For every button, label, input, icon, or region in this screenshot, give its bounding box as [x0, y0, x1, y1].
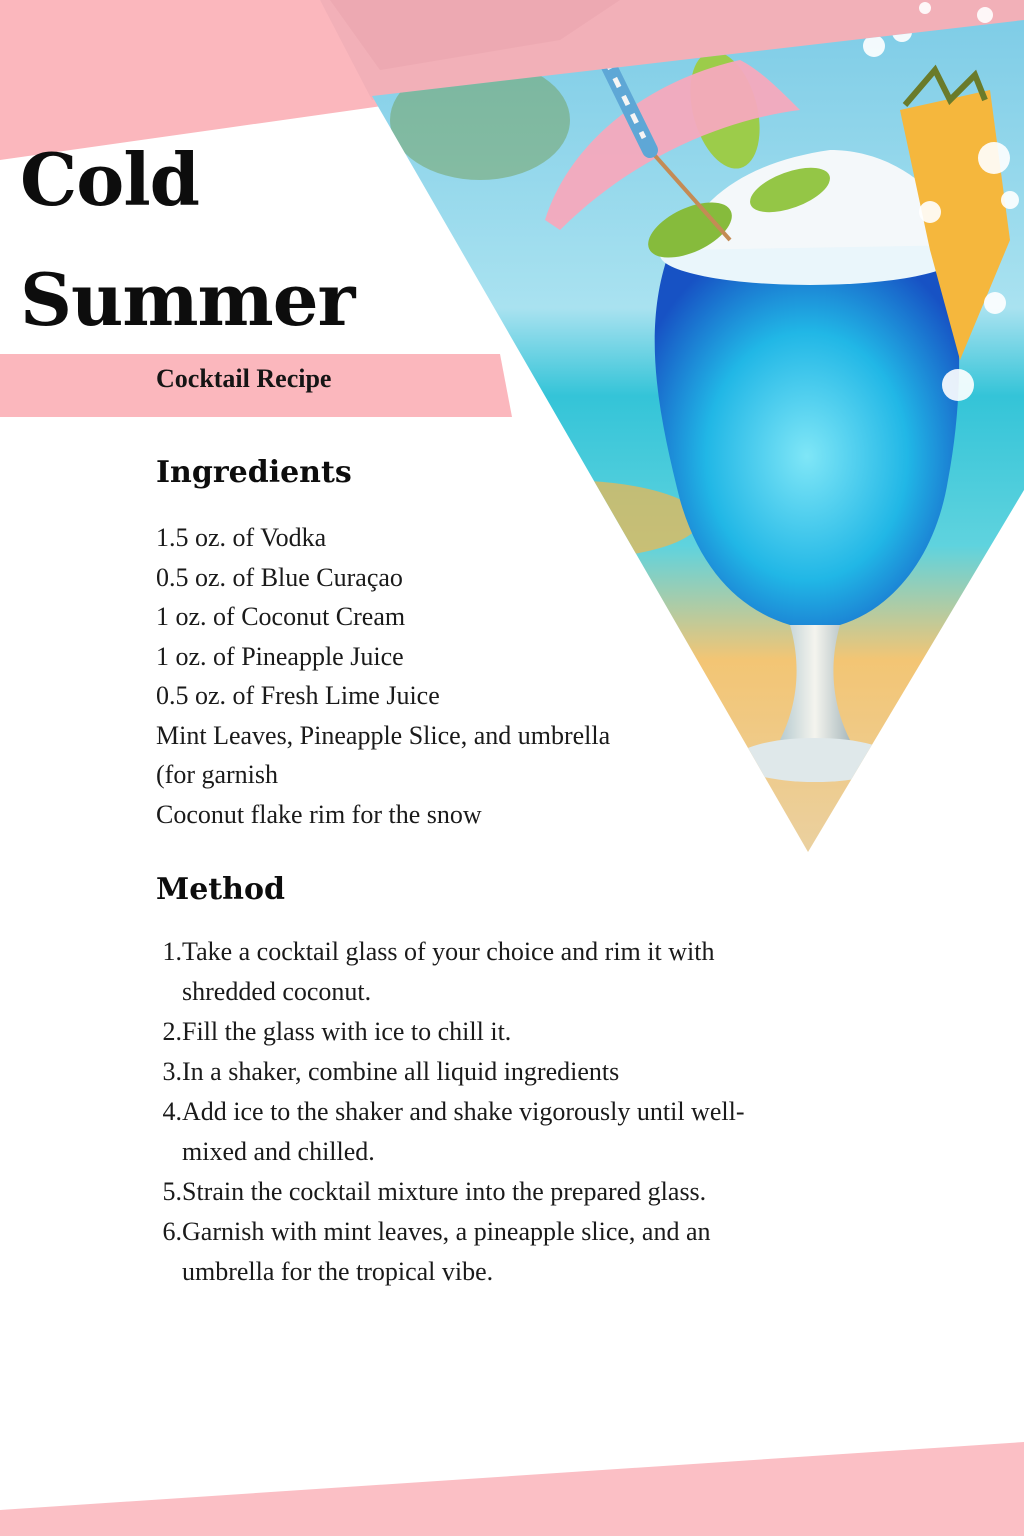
step-text: Take a cocktail glass of your choice and rim it with shredded coconut.: [182, 937, 715, 1006]
step-number: 5.: [162, 1177, 182, 1206]
method-heading: Method: [156, 872, 285, 907]
bottom-pink-band: [0, 1442, 1024, 1536]
step-text: Strain the cocktail mixture into the prepared glass.: [182, 1177, 707, 1206]
method-step: [156, 1052, 796, 1092]
ingredient-item: Mint Leaves, Pineapple Slice, and umbrella: [156, 720, 611, 750]
step-number: 3.: [162, 1057, 182, 1086]
method-step: [156, 932, 796, 1012]
title-line-2: Summer: [20, 257, 355, 342]
method-step: [156, 1092, 796, 1172]
step-number: 1.: [162, 937, 182, 966]
method-steps: [156, 932, 796, 1292]
ingredient-item: (for garnish: [156, 760, 279, 789]
ingredient-item: 1.5 oz. of Vodka: [156, 523, 327, 552]
ingredients-list: [156, 518, 656, 834]
step-number: 4.: [162, 1097, 182, 1126]
step-number: 6.: [162, 1217, 182, 1246]
page-title: [20, 120, 354, 360]
ingredient-item: 0.5 oz. of Blue Curaçao: [156, 562, 403, 592]
title-line-1: Cold: [20, 137, 200, 222]
step-text: Fill the glass with ice to chill it.: [182, 1017, 512, 1046]
ingredient-item: Coconut flake rim for the snow: [156, 799, 482, 829]
step-text: Add ice to the shaker and shake vigorously until well-mixed and chilled.: [182, 1097, 745, 1166]
method-step: [156, 1172, 796, 1212]
step-number: 2.: [162, 1017, 182, 1046]
step-text: Garnish with mint leaves, a pineapple slice, and an umbrella for the tropical vibe.: [182, 1217, 711, 1286]
method-step: [156, 1212, 796, 1292]
ingredient-item: 1 oz. of Pineapple Juice: [156, 641, 404, 671]
ingredient-item: 0.5 oz. of Fresh Lime Juice: [156, 681, 440, 710]
ingredients-heading: Ingredients: [156, 455, 352, 490]
step-text: In a shaker, combine all liquid ingredients: [182, 1057, 620, 1086]
method-step: [156, 1012, 796, 1052]
subtitle: Cocktail Recipe: [156, 364, 332, 393]
ingredient-item: 1 oz. of Coconut Cream: [156, 602, 406, 631]
